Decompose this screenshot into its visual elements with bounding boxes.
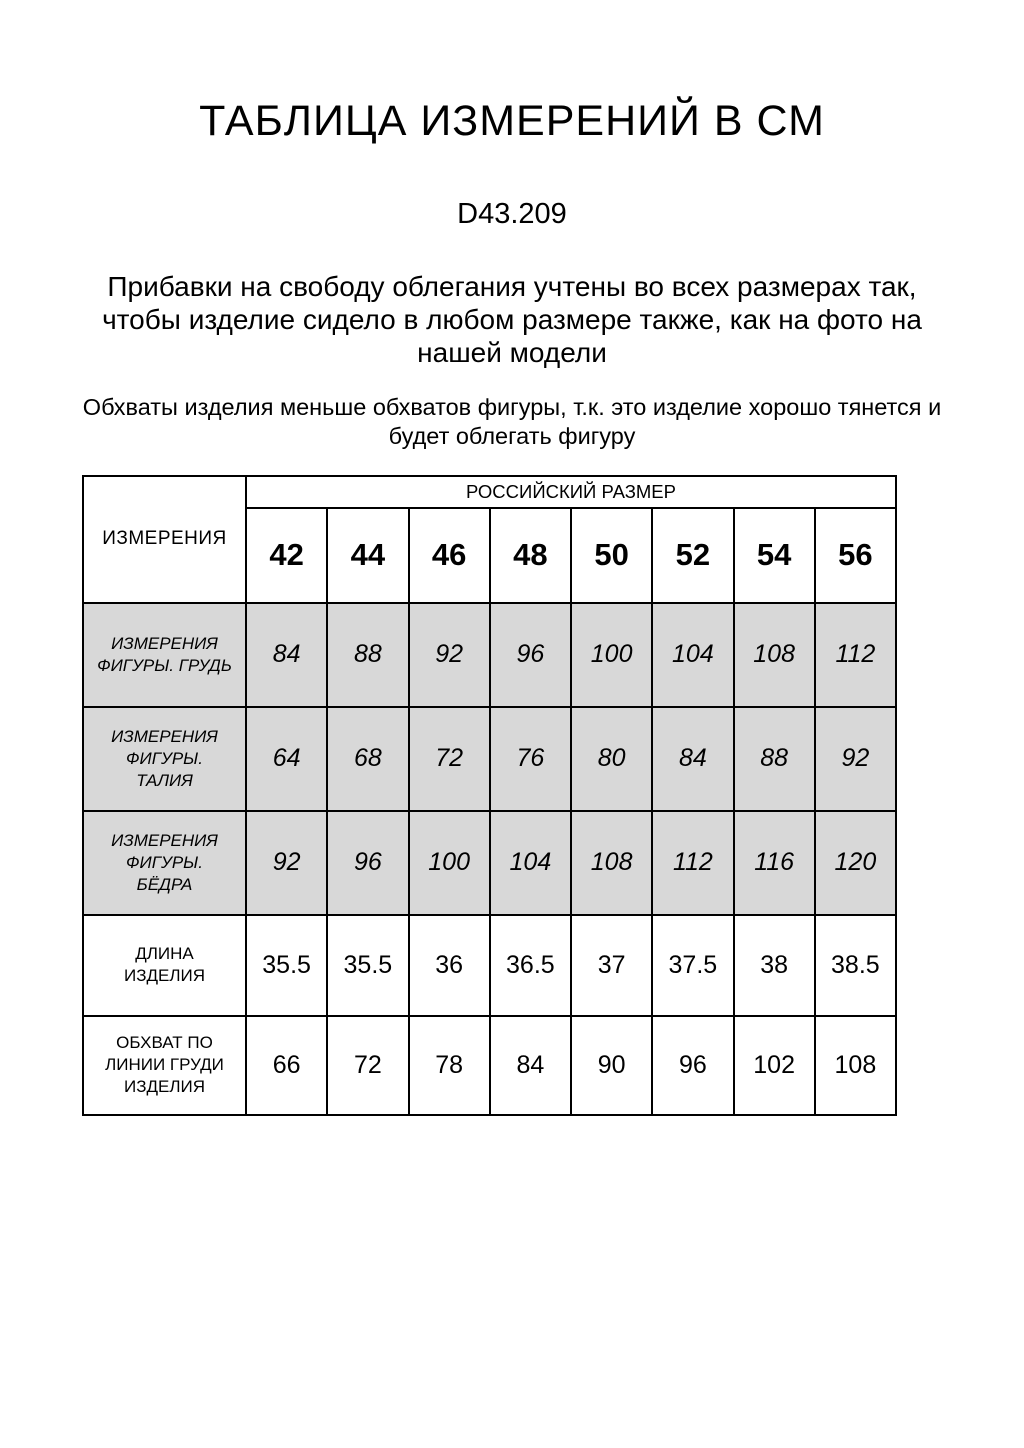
cell-value: 96: [327, 811, 408, 915]
cell-value: 78: [409, 1016, 490, 1115]
size-header: 48: [490, 508, 571, 603]
cell-value: 108: [734, 603, 815, 707]
cell-value: 37: [571, 915, 652, 1016]
fit-note-primary: Прибавки на свободу облегания учтены во всех размерах так, чтобы изделие сидело в любом размере также, как на фото на нашей модели: [102, 271, 922, 368]
row-label: ОБХВАТ ПО ЛИНИИ ГРУДИ ИЗДЕЛИЯ: [83, 1016, 246, 1115]
cell-value: 66: [246, 1016, 327, 1115]
cell-value: 84: [490, 1016, 571, 1115]
size-header: 44: [327, 508, 408, 603]
table-row-figure-waist: [83, 707, 896, 811]
group-header-row: [83, 476, 896, 508]
measurements-corner-header: ИЗМЕРЕНИЯ: [83, 476, 246, 603]
cell-value: 112: [652, 811, 733, 915]
row-label: ИЗМЕРЕНИЯ ФИГУРЫ. БЁДРА: [83, 811, 246, 915]
cell-value: 38.5: [815, 915, 896, 1016]
row-label: ИЗМЕРЕНИЯ ФИГУРЫ. ТАЛИЯ: [83, 707, 246, 811]
cell-value: 68: [327, 707, 408, 811]
cell-value: 72: [409, 707, 490, 811]
cell-value: 92: [815, 707, 896, 811]
cell-value: 38: [734, 915, 815, 1016]
cell-value: 80: [571, 707, 652, 811]
cell-value: 76: [490, 707, 571, 811]
table-row-figure-hips: [83, 811, 896, 915]
cell-value: 35.5: [246, 915, 327, 1016]
cell-value: 108: [815, 1016, 896, 1115]
size-header: 56: [815, 508, 896, 603]
cell-value: 120: [815, 811, 896, 915]
cell-value: 100: [571, 603, 652, 707]
russian-size-header: РОССИЙСКИЙ РАЗМЕР: [246, 476, 896, 508]
cell-value: 88: [327, 603, 408, 707]
cell-value: 116: [734, 811, 815, 915]
size-header: 42: [246, 508, 327, 603]
measurements-table: [82, 475, 897, 1116]
cell-value: 37.5: [652, 915, 733, 1016]
table-row-figure-chest: [83, 603, 896, 707]
size-header: 46: [409, 508, 490, 603]
cell-value: 72: [327, 1016, 408, 1115]
cell-value: 84: [246, 603, 327, 707]
cell-value: 96: [490, 603, 571, 707]
cell-value: 102: [734, 1016, 815, 1115]
page-title: ТАБЛИЦА ИЗМЕРЕНИЙ В СМ: [199, 97, 825, 145]
cell-value: 112: [815, 603, 896, 707]
cell-value: 35.5: [327, 915, 408, 1016]
cell-value: 88: [734, 707, 815, 811]
cell-value: 64: [246, 707, 327, 811]
cell-value: 92: [409, 603, 490, 707]
cell-value: 108: [571, 811, 652, 915]
fit-note-secondary: Обхваты изделия меньше обхватов фигуры, т.к. это изделие хорошо тянется и будет облегать фигуру: [82, 394, 942, 449]
cell-value: 92: [246, 811, 327, 915]
cell-value: 100: [409, 811, 490, 915]
cell-value: 36.5: [490, 915, 571, 1016]
table-row-garment-chest: [83, 1016, 896, 1115]
cell-value: 84: [652, 707, 733, 811]
cell-value: 96: [652, 1016, 733, 1115]
cell-value: 104: [490, 811, 571, 915]
row-label: ДЛИНА ИЗДЕЛИЯ: [83, 915, 246, 1016]
cell-value: 36: [409, 915, 490, 1016]
size-header: 54: [734, 508, 815, 603]
table-row-garment-length: [83, 915, 896, 1016]
size-header: 52: [652, 508, 733, 603]
size-header: 50: [571, 508, 652, 603]
cell-value: 104: [652, 603, 733, 707]
model-code: D43.209: [457, 198, 567, 231]
cell-value: 90: [571, 1016, 652, 1115]
row-label: ИЗМЕРЕНИЯ ФИГУРЫ. ГРУДЬ: [83, 603, 246, 707]
